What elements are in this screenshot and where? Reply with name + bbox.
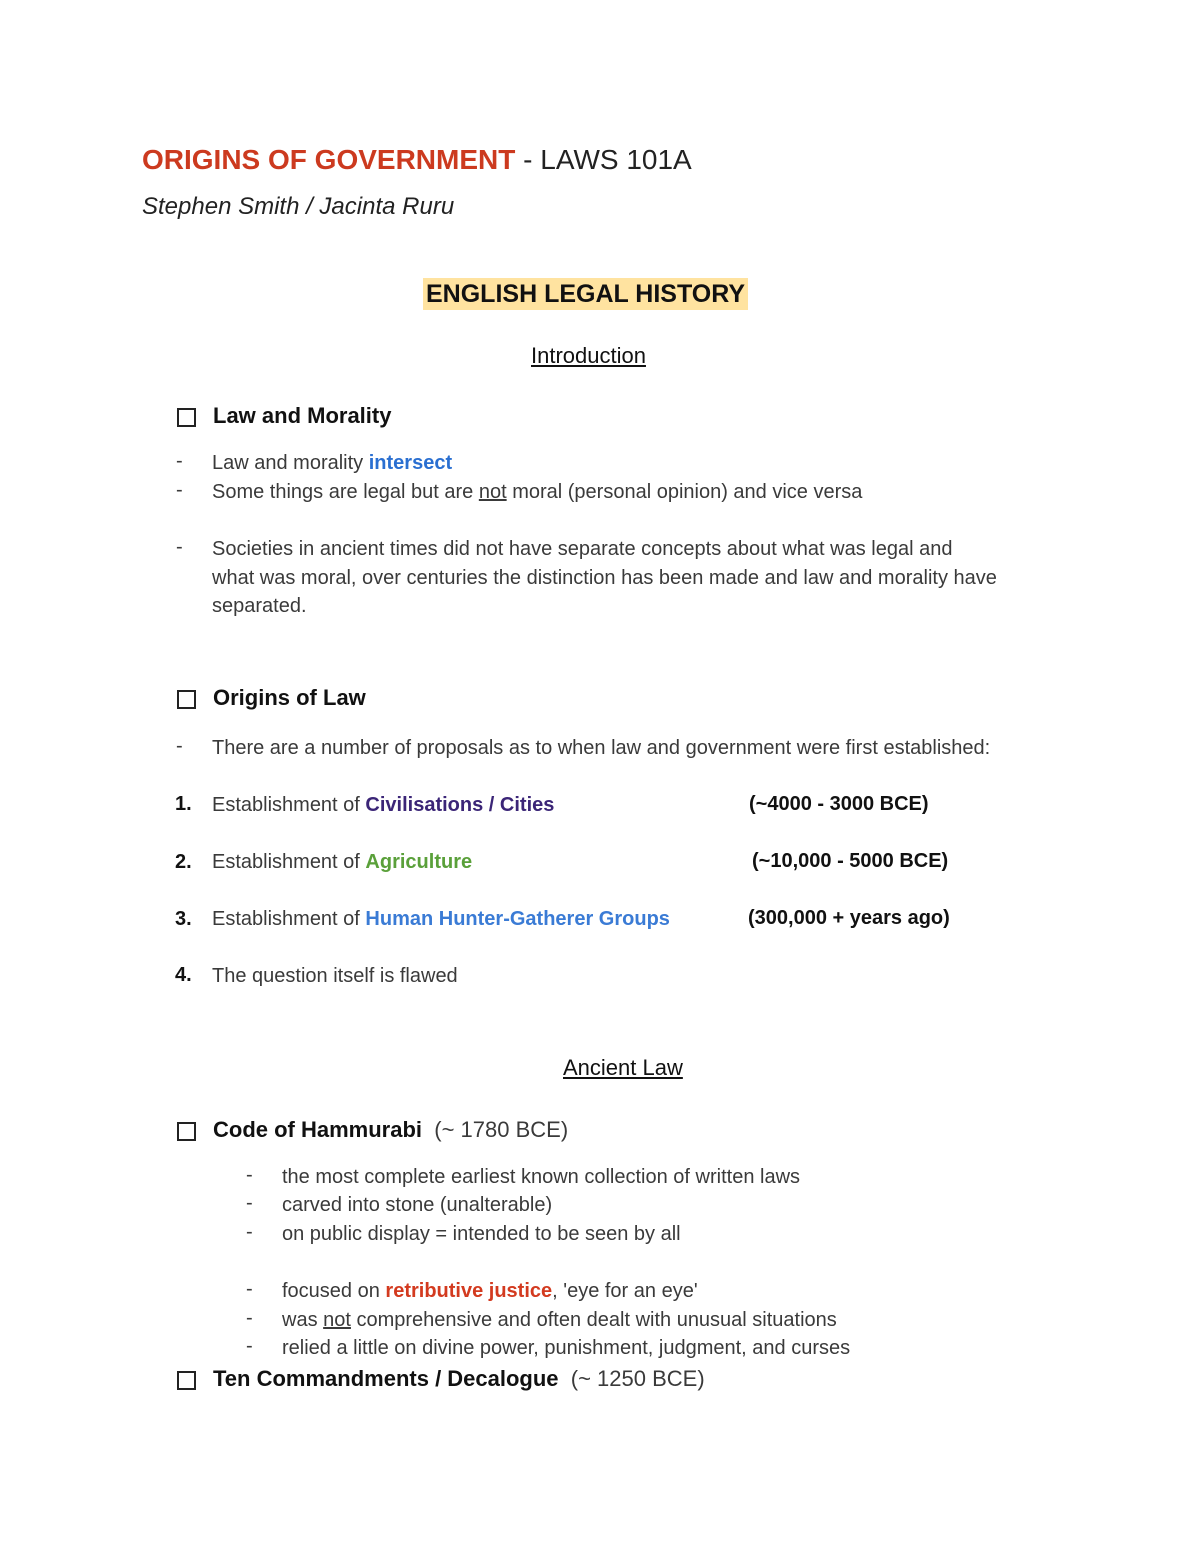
list-item: relied a little on divine power, punishment, judgment, and curses [282, 1337, 851, 1359]
origins-of-law-section [177, 683, 366, 713]
item-number: 2. [175, 851, 192, 873]
list-item-text: , 'eye for an eye' [552, 1280, 698, 1302]
item-date: (~10,000 - 5000 BCE) [752, 850, 949, 872]
dash-bullet: - [246, 1221, 253, 1243]
checkbox-icon [177, 408, 196, 427]
item-text: Establishment of [212, 851, 366, 873]
retributive-justice-emphasis: retributive justice [385, 1280, 553, 1302]
list-item [212, 478, 862, 506]
dash-bullet: - [176, 536, 183, 558]
title-course-code: - LAWS 101A [515, 144, 692, 175]
dash-bullet: - [246, 1164, 253, 1186]
list-item: on public display = intended to be seen by all [282, 1223, 681, 1245]
introduction-heading: Introduction [531, 343, 646, 368]
list-item-text: Law and morality [212, 452, 369, 474]
authors: Stephen Smith / Jacinta Ruru [142, 193, 455, 220]
decalogue-label: Ten Commandments / Decalogue [213, 1366, 559, 1391]
list-item [212, 449, 452, 477]
item-number: 3. [175, 908, 192, 930]
list-item-text: comprehensive and often dealt with unusual situations [350, 1309, 837, 1331]
item-text: Establishment of [212, 794, 366, 816]
dash-bullet: - [246, 1335, 253, 1357]
list-item-line-3: separated. [212, 595, 307, 617]
hammurabi-section [177, 1115, 568, 1145]
title-course-name: ORIGINS OF GOVERNMENT [142, 144, 516, 175]
list-item [282, 1306, 837, 1334]
numbered-item [212, 848, 472, 876]
agriculture-emphasis: Agriculture [365, 851, 473, 873]
hammurabi-label: Code of Hammurabi [213, 1117, 423, 1142]
law-morality-section [177, 401, 391, 431]
intersect-emphasis: intersect [368, 452, 453, 474]
main-heading: ENGLISH LEGAL HISTORY [423, 278, 748, 310]
list-item-text: focused on [282, 1280, 386, 1302]
item-date: (~4000 - 3000 BCE) [749, 793, 929, 815]
document-title [142, 140, 692, 180]
list-item [282, 1277, 698, 1305]
list-item: carved into stone (unalterable) [282, 1194, 553, 1216]
dash-bullet: - [246, 1307, 253, 1329]
dash-bullet: - [246, 1278, 253, 1300]
checkbox-icon [177, 1122, 196, 1141]
hunter-gatherer-emphasis: Human Hunter-Gatherer Groups [365, 908, 670, 930]
list-item: the most complete earliest known collection of written laws [282, 1166, 801, 1188]
list-item: There are a number of proposals as to when law and government were first established: [212, 737, 991, 759]
list-item-line-2: what was moral, over centuries the distinction has been made and law and morality have [212, 567, 997, 589]
checkbox-icon [177, 690, 196, 709]
law-morality-label: Law and Morality [213, 403, 392, 428]
ancient-law-heading: Ancient Law [563, 1055, 683, 1080]
dash-bullet: - [176, 735, 183, 757]
dash-bullet: - [246, 1192, 253, 1214]
numbered-item [212, 791, 554, 819]
item-text: Establishment of [212, 908, 366, 930]
item-number: 4. [175, 964, 192, 986]
decalogue-date: (~ 1250 BCE) [558, 1366, 705, 1391]
dash-bullet: - [176, 450, 183, 472]
list-item-text: Some things are legal but are [212, 481, 479, 503]
list-item-text: moral (personal opinion) and vice versa [506, 481, 863, 503]
checkbox-icon [177, 1371, 196, 1390]
underlined-not: not [323, 1309, 351, 1331]
item-number: 1. [175, 793, 192, 815]
dash-bullet: - [176, 479, 183, 501]
list-item-text: was [282, 1309, 324, 1331]
item-date: (300,000 + years ago) [748, 907, 950, 929]
numbered-item [212, 905, 670, 933]
numbered-item: The question itself is flawed [212, 965, 458, 987]
origins-label: Origins of Law [213, 685, 366, 710]
civilisations-emphasis: Civilisations / Cities [365, 794, 555, 816]
decalogue-section [177, 1364, 705, 1394]
underlined-not: not [478, 481, 507, 503]
list-item-line-1: Societies in ancient times did not have separate concepts about what was legal and [212, 538, 953, 560]
hammurabi-date: (~ 1780 BCE) [422, 1117, 569, 1142]
